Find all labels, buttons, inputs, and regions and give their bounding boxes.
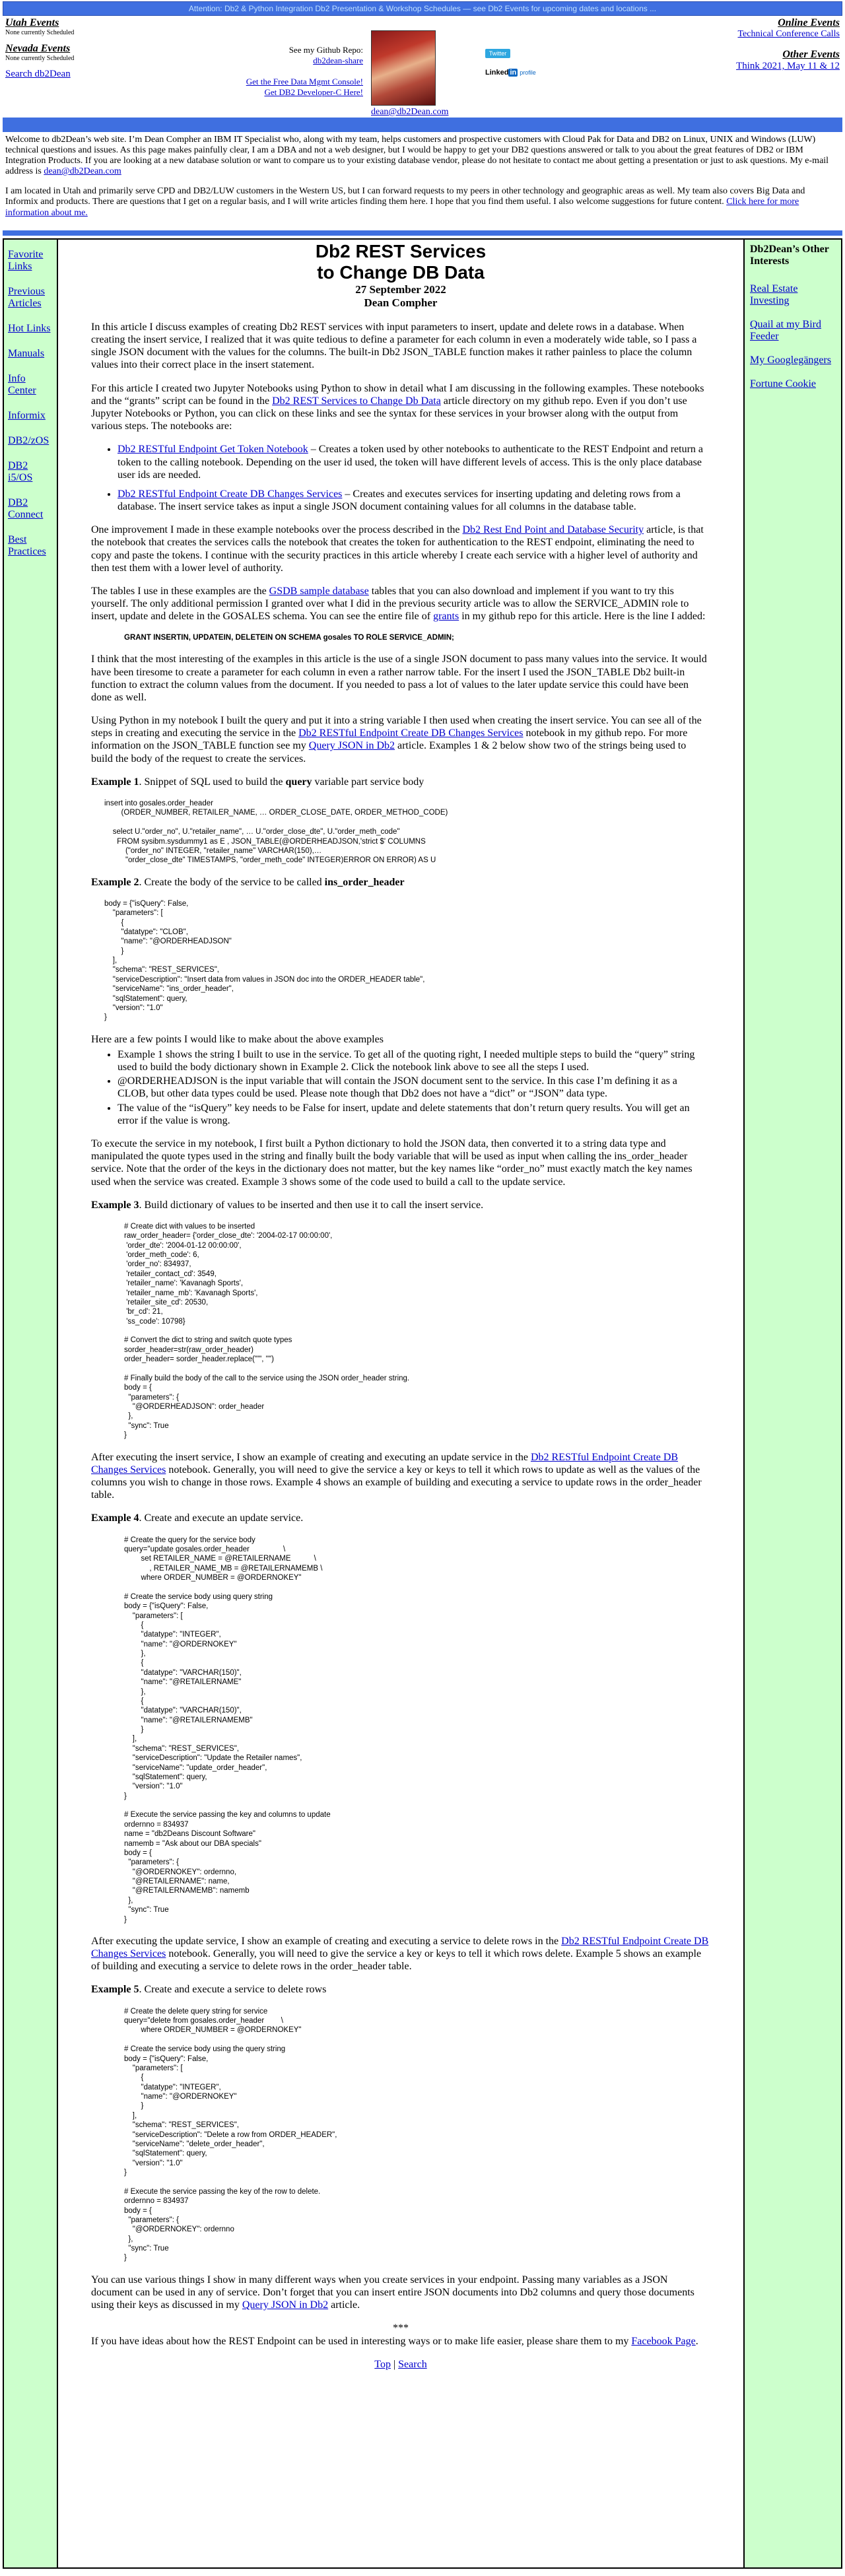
caption-text: . Create and execute a service to delete rows	[139, 1984, 327, 1996]
example-label: Example 2	[91, 876, 139, 888]
nav-quail[interactable]: Quail at my Bird Feeder	[750, 318, 821, 342]
utah-events-status: None currently Scheduled	[5, 29, 75, 36]
local-events	[5, 17, 74, 80]
paragraph: Here are a few points I would like to make about the above examples	[91, 1033, 384, 1045]
nav-informix[interactable]: Informix	[8, 409, 46, 421]
paragraph-text: notebook. Generally, you will need to give the service a key or keys to tell it which rows to update as well as the values of the columns you wish to change in those rows. Example 4 shows an example of building and executing a service to update rows in the order_header table.	[91, 1464, 702, 1501]
paragraph-text: One improvement I made in these example notebooks over the process described in the	[91, 524, 460, 536]
nav-favorite-links[interactable]: Favorite Links	[8, 248, 44, 272]
linkedin-in-badge: in	[510, 69, 517, 77]
other-events-heading: Other Events	[782, 49, 840, 60]
caption-text: . Create and execute an update service.	[139, 1512, 304, 1524]
paragraph-text: article. Examples 1 & 2 below show two of the strings being used to build the body of the request to create the services.	[91, 740, 687, 764]
think-link[interactable]: Think 2021, May 11 & 12	[736, 61, 840, 71]
top-link[interactable]: Top	[374, 2358, 391, 2370]
free-console-link[interactable]: Get the Free Data Mgmt Console!	[246, 77, 363, 86]
intro-text: Welcome to db2Dean’s web site. I’m Dean Compher an IBM IT Specialist who, along with my team, helps customers and prospective customers with Cloud Pak for Data and DB2 on Linux, UNIX and Windows (LUW) technical questions and issues. As this page makes painfully clear, I am a DBA and not a web designer, but I would be happy to get your DB2 questions answered or talk to you about the great features of DB2 or IBM Integration Products. If you are looking at a new database solution or want to compare us to your existing database vendor, please do not hesitate to contact me about getting a presentation or just to ask questions. My e-mail address is	[5, 135, 829, 177]
right-sidebar	[743, 238, 842, 2569]
paragraph	[91, 2274, 710, 2312]
linkedin-icon[interactable]	[485, 69, 536, 77]
paragraph-text: article, is that the notebook that creates the services calls the notebook that creates the token for authentication to the REST endpoint, eliminating the need to copy and paste the tokens. I continue with the security practices in this article whereby I create each service with a higher level of authority and then test them with a lower level of authority.	[91, 524, 704, 574]
caption-text: . Build dictionary of values to be inserted and then use it to call the insert service.	[139, 1199, 484, 1211]
article-footer	[91, 2358, 710, 2371]
query-json-link[interactable]: Query JSON in Db2	[308, 740, 395, 752]
paragraph: To execute the service in my notebook, I first built a Python dictionary to hold the JSON data, then converted it to a string data type and manipulated the quote types used in the string and finally built the body variable that will be used as input when calling the ins_order_header service. Note that the order of the keys in the dictionary does not matter, but the key names like “order_no” must exactly match the key names used when the service was created. Example 3 shows some of the code used to build a call to the update service.	[91, 1138, 693, 1188]
about-me-link[interactable]: Click here for more information about me.	[5, 197, 799, 218]
notebook-list	[91, 443, 710, 513]
paragraph-text: After executing the insert service, I show an example of creating and executing an update service in the	[91, 1451, 528, 1463]
gsdb-link[interactable]: GSDB sample database	[269, 586, 369, 597]
paragraph-text: article.	[328, 2299, 360, 2311]
paragraph-text: notebook. Generally, you will need to give the service a key or keys to tell it which rows delete. Example 5 shows an example of building and executing a service to delete rows in the order_header table.	[91, 1948, 702, 1973]
code-example-4: # Create the query for the service body query="update gosales.order_header \ set RETAILER_NAME = @RETAILERNAME \ , RETAILER_NAME_MB = @RETAILERNAMEMB \ where ORDER_NUMBER = @ORDERNOKEY" # Create the service body using query string body = {"isQuery": False, "parameters": [ { "datatype": "INTEGER", "name": "@ORDERNOKEY" }, { "datatype": "VARCHAR(150)", "name": "@RETAILERNAME" }, { "datatype": "VARCHAR(150)", "name": "@RETAILERNAMEMB" } ], "schema": "REST_SERVICES", "serviceDescription": "Update the Retailer names", "serviceName": "update_order_header", "sqlStatement": query, "version": "1.0" } # Execute the service passing the key and columns to update ordernno = 834937 name = "db2Deans Discount Software" namemb = "Ask about our DBA specials" body = { "parameters": { "@ORDERNOKEY": ordernno, "@RETAILERNAME": name, "@RETAILERNAMEMB": namemb }, "sync": True }	[124, 1536, 331, 1924]
nav-hot-links[interactable]: Hot Links	[8, 322, 51, 334]
list-item: • The value of the “isQuery” key needs to be False for insert, update and delete statements that don’t return query results. You will get an error if the value is wrong.	[118, 1102, 710, 1127]
title-line-1: Db2 REST Services	[315, 240, 487, 261]
security-article-link[interactable]: Db2 Rest End Point and Database Security	[462, 524, 644, 536]
example-caption	[91, 876, 710, 889]
example-caption	[91, 776, 710, 788]
twitter-icon[interactable]: Twitter	[485, 49, 510, 58]
list-item-text: – Creates and executes services for inserting updating and deleting rows from a database. The insert service takes as input a single JSON document containing values for all columns in the database table.	[118, 488, 681, 513]
nav-previous-articles[interactable]: Previous Articles	[8, 285, 45, 309]
developer-c-link[interactable]: Get DB2 Developer-C Here!	[264, 87, 363, 97]
list-item: • @ORDERHEADJSON is the input variable that will contain the JSON document sent to the service. In this case I’m defining it as a CLOB, but other data types could be used. Please note though that Db2 does not have a “dict” or “JSON” data type.	[118, 1075, 710, 1100]
changes-notebook-link[interactable]: Db2 RESTful Endpoint Create DB Changes Services	[298, 728, 524, 739]
search-link[interactable]: Search db2Dean	[5, 69, 71, 79]
example-caption	[91, 1983, 710, 1996]
code-example-3: # Create dict with values to be inserted raw_order_header= {'order_close_dte': '2004-02-17 00:00:00', 'order_dte': '2004-01-12 00:00:00', 'order_meth_code': 6, 'order_no': 834937, 'retailer_contact_cd': 3549, 'retailer_name': 'Kavanagh Sports', 'retailer_name_mb': 'Kavanagh Sports', 'retailer_site_cd': 20530, 'br_cd': 21, 'ss_code': 10798} # Convert the dict to string and switch quote types sorder_header=str(raw_order_header) order_header= sorder_header.replace("'", '"') # Finally build the body of the call to the service using the JSON order_header string. body = { "parameters": { "@ORDERHEADJSON": order_header }, "sync": True }	[124, 1222, 410, 1440]
paragraph	[91, 585, 710, 623]
changes-notebook-link[interactable]: Db2 RESTful Endpoint Create DB Changes Services	[118, 488, 343, 500]
nevada-events-heading: Nevada Events	[5, 43, 71, 54]
grants-link[interactable]: grants	[433, 611, 459, 623]
page-header	[0, 16, 845, 115]
nav-manuals[interactable]: Manuals	[8, 347, 45, 359]
article	[58, 238, 743, 2569]
paragraph: In this article I discuss examples of creating Db2 REST services with input parameters to insert, update and delete rows in a database. When creating the insert service, I realized that it was quite tedious to define a parameter for each column in even a moderately wide table, so I pass a single JSON document with the values for the columns. The built-in Db2 JSON_TABLE function makes it rather painless to place the column values into their correct place in the insert statement.	[91, 321, 697, 371]
nav-db2-i5os[interactable]: DB2 i5/OS	[8, 459, 33, 483]
content-layout	[3, 238, 842, 2569]
facebook-link[interactable]: Facebook Page	[631, 2335, 696, 2347]
intro-text-2: I am located in Utah and primarily serve CPD and DB2/LUW customers in the Western US, but I can forward requests to my peers in other technology and geographic areas as well. My team also covers Big Data and Informix and products. There are questions that I get on a regular basis, and I will write articles finding them here. I hope that you find them useful. I also welcome suggestions for future content.	[5, 186, 805, 207]
paragraph: I think that the most interesting of the examples in this article is the use of a single JSON document to pass many values into the service. It would have been tiresome to create a parameter for each column in even a rather narrow table. For the insert I used the JSON_TABLE Db2 built-in function to extract the column values from the document. If you needed to pass a lot of values to the later update service this could have been done as well.	[91, 654, 707, 703]
title-line-2: to Change DB Data	[317, 261, 485, 283]
points-list	[91, 1048, 710, 1127]
paragraph-text: You can use various things I show in many different ways when you create services in your endpoint. Passing many variables as a JSON document can be used in any of service. Don’t forget that you can insert entire JSON documents into Db2 columns and query those documents using their keys as discussed in my	[91, 2274, 694, 2311]
paragraph-text: Using Python in my notebook I built the query and put it into a string variable I then used when creating the insert service. You can see all of the steps in creating and executing the service in the	[91, 715, 702, 739]
paragraph-text: article directory on my github repo. Even if you don’t use Jupyter Notebooks or Python, you can click on these links and see the syntax for these services in your browser along with the output from various steps. The notebooks are:	[91, 395, 687, 432]
article-dir-link[interactable]: Db2 REST Services to Change Db Data	[272, 395, 441, 407]
paragraph-text: tables that you can also download and implement if you want to try this yourself. The only additional permission I granted over what I did in the previous security article was to allow the SERVICE_ADMIN role to insert, update and delete in the GOSALES schema. You can see the entire file of	[91, 586, 689, 623]
article-title	[91, 241, 710, 283]
paragraph	[91, 1451, 710, 1502]
nav-db2-zos[interactable]: DB2/zOS	[8, 434, 50, 446]
code-example-1: insert into gosales.order_header (ORDER_NUMBER, RETAILER_NAME, … ORDER_CLOSE_DATE, ORDER_METHOD_CODE) select U."order_no", U."retailer_name", … U."order_close_dte", U."order_meth_code" FROM sysibm.sysdummy1 as E , JSON_TABLE(@ORDERHEADJSON,'strict $' COLUMNS ("order_no" INTEGER, "retailer_name" VARCHAR(150),… "order_close_dte" TIMESTAMPS, "order_meth_code" INTEGER)ERROR ON ERROR) AS U	[104, 799, 448, 865]
caption-emphasis: query	[285, 776, 312, 788]
nav-info-center[interactable]: Info Center	[8, 372, 36, 396]
query-json-link[interactable]: Query JSON in Db2	[242, 2299, 329, 2311]
changes-notebook-link[interactable]: Db2 RESTful Endpoint Create DB Changes Services	[91, 1935, 709, 1960]
paragraph	[91, 382, 710, 433]
paragraph-text: After executing the update service, I show an example of creating and executing a service to delete rows in the	[91, 1935, 559, 1947]
code-example-2: body = {"isQuery": False, "parameters": [ { "datatype": "CLOB", "name": "@ORDERHEADJSON" } ], "schema": "REST_SERVICES", "serviceDescription": "Insert data from values in JSON doc into the ORDER_HEADER table", "serviceName": "ins_order_header", "sqlStatement": query, "version": "1.0" }	[104, 899, 425, 1022]
caption-text: . Create the body of the service to be called	[139, 876, 325, 888]
example-caption	[91, 1512, 710, 1524]
github-link[interactable]: db2dean-share	[313, 55, 363, 65]
utah-events-heading: Utah Events	[5, 17, 59, 28]
paragraph	[91, 2335, 710, 2348]
nav-fortune-cookie[interactable]: Fortune Cookie	[750, 378, 816, 390]
code-example-5: # Create the delete query string for service query="delete from gosales.order_header \ where ORDER_NUMBER = @ORDERNOKEY" # Create the service body using the query string body = {"isQuery": False, "parameters": [ { "datatype": "INTEGER", "name": "@ORDERNOKEY" } ], "schema": "REST_SERVICES", "serviceDescription": "Delete a row from ORDER_HEADER", "serviceName": "delete_order_header", "sqlStatement": query, "version": "1.0" } # Execute the service passing the key of the row to delete. ordernno = 834937 body = { "parameters": { "@ORDERNOKEY": ordernno }, "sync": True }	[124, 2007, 337, 2262]
linkedin-profile-label: profile	[520, 69, 536, 76]
example-label: Example 4	[91, 1512, 139, 1524]
paragraph-text: For this article I created two Jupyter Notebooks using Python to show in detail what I am discussing in the following examples. These notebooks and the “grants” script can be found in the	[91, 382, 704, 407]
caption-text: . Snippet of SQL used to build the	[139, 776, 286, 788]
example-caption	[91, 1199, 710, 1211]
caption-emphasis: ins_order_header	[324, 876, 405, 888]
divider-bar	[3, 118, 842, 132]
resource-links	[231, 45, 363, 98]
nav-real-estate[interactable]: Real Estate Investing	[750, 283, 798, 306]
email-link[interactable]: dean@db2Dean.com	[371, 107, 449, 117]
example-label: Example 1	[91, 776, 139, 788]
article-author: Dean Compher	[364, 296, 438, 310]
paragraph-text: notebook in my github repo. For more information on the JSON_TABLE function see my	[91, 728, 688, 752]
online-events-heading: Online Events	[778, 17, 840, 28]
remote-events	[736, 17, 840, 72]
interests-heading: Db2Dean’s Other Interests	[750, 243, 829, 267]
linkedin-label: Linked	[485, 69, 509, 77]
paragraph-text: The tables I use in these examples are the	[91, 586, 267, 597]
paragraph-text: .	[695, 2335, 698, 2347]
footer-search-link[interactable]: Search	[398, 2358, 427, 2370]
list-item	[118, 488, 710, 513]
paragraph	[91, 1935, 710, 1973]
paragraph	[91, 714, 710, 765]
github-label: See my Github Repo:	[288, 45, 363, 55]
example-label: Example 5	[91, 1984, 139, 1996]
list-item: • Example 1 shows the string I built to use in the service. To get all of the quoting right, I needed multiple steps to build the “query” string used to build the body dictionary shown in Example 2. Click the notebook link above to see all the steps I used.	[118, 1048, 710, 1073]
author-photo	[371, 30, 436, 106]
nevada-events-status: None currently Scheduled	[5, 55, 75, 62]
intro-email-link[interactable]: dean@db2Dean.com	[44, 166, 121, 177]
paragraph-text: If you have ideas about how the REST Endpoint can be used in interesting ways or to make life easier, please share them to my	[91, 2335, 629, 2347]
article-date: 27 September 2022	[355, 283, 446, 296]
nav-googlegangers[interactable]: My Googlegängers	[750, 354, 832, 366]
announcement-marquee: Attention: Db2 & Python Integration Db2 Presentation & Workshop Schedules — see Db2 Events for upcoming dates and locations ...	[3, 1, 842, 16]
grant-statement: GRANT INSERTIN, UPDATEIN, DELETEIN ON SCHEMA gosales TO ROLE SERVICE_ADMIN;	[124, 633, 454, 642]
changes-notebook-link[interactable]: Db2 RESTful Endpoint Create DB Changes Services	[91, 1451, 679, 1475]
example-label: Example 3	[91, 1199, 139, 1211]
list-item-text: – Creates a token used by other notebooks to authenticate to the REST Endpoint and return a token to the calling notebook. Depending on the user id used, the token will have different levels of access. This is the only place database user ids are needed.	[118, 444, 704, 481]
paragraph	[91, 524, 710, 574]
divider-bar-2	[3, 230, 842, 236]
paragraph-text: in my github repo for this article. Here is the line I added:	[459, 611, 706, 623]
nav-db2-connect[interactable]: DB2 Connect	[8, 496, 44, 520]
footer-separator: |	[390, 2358, 399, 2370]
token-notebook-link[interactable]: Db2 RESTful Endpoint Get Token Notebook	[118, 444, 308, 456]
list-item	[118, 443, 710, 481]
tech-conference-link[interactable]: Technical Conference Calls	[737, 29, 840, 39]
caption-text: variable part service body	[312, 776, 424, 788]
separator-stars: ***	[393, 2322, 409, 2334]
left-sidebar	[3, 238, 58, 2569]
site-intro	[0, 132, 845, 230]
nav-best-practices[interactable]: Best Practices	[8, 533, 46, 557]
